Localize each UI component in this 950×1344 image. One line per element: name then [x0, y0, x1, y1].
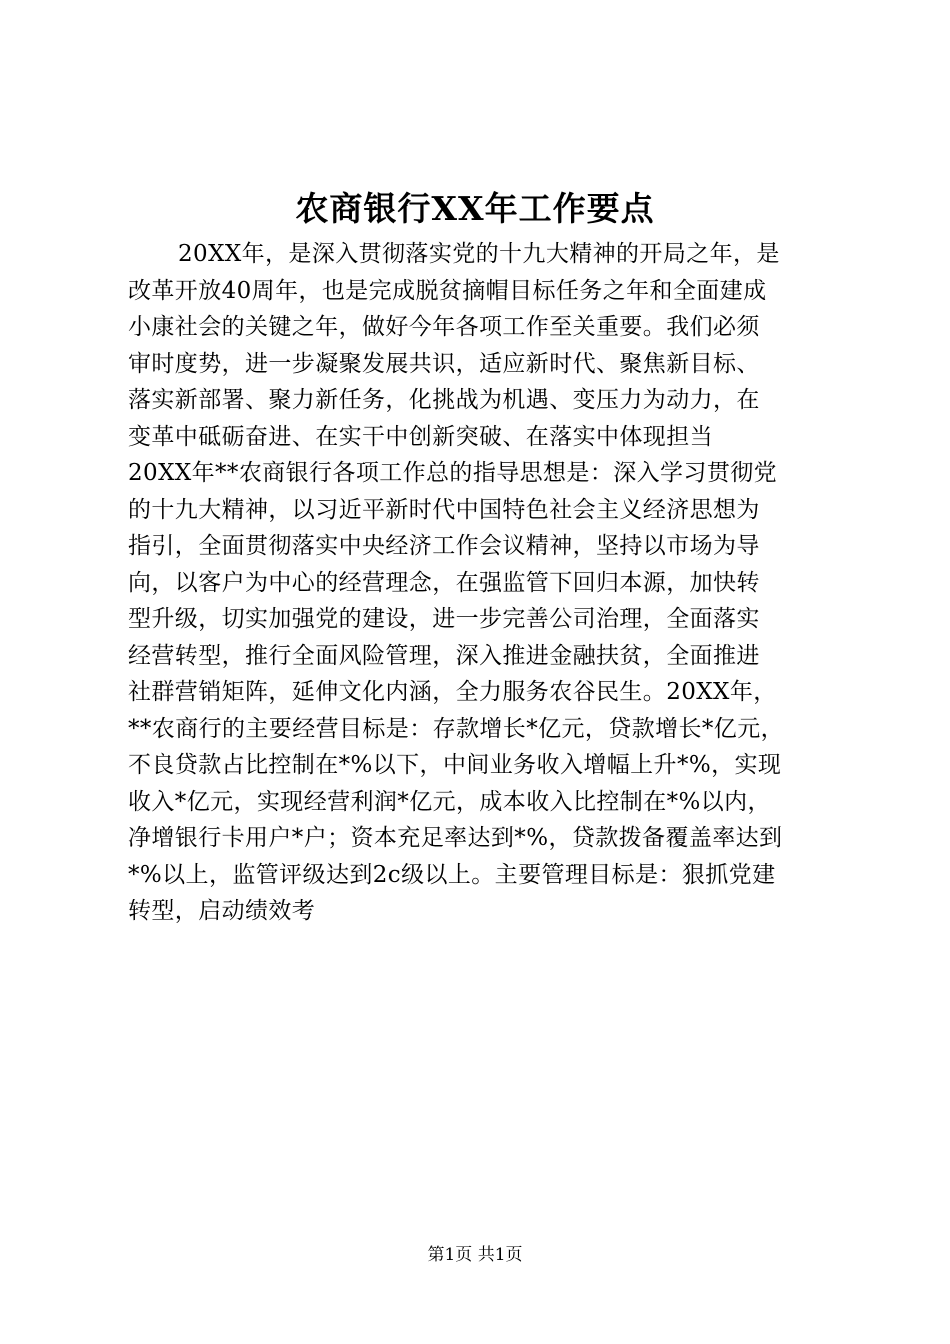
- body-line: 小康社会的关键之年，做好今年各项工作至关重要。我们必须: [128, 314, 760, 340]
- body-line: 经营转型，推行全面风险管理，深入推进金融扶贫，全面推进: [128, 642, 760, 669]
- body-line: 20XX年**农商银行各项工作总的指导思想是：深入学习贯彻党: [128, 460, 778, 486]
- body-line: 净增银行卡用户*户；资本充足率达到*%，贷款拨备覆盖率达到: [128, 825, 783, 851]
- body-line: 的十九大精神，以习近平新时代中国特色社会主义经济思想为: [128, 496, 760, 523]
- body-line: 变革中砥砺奋进、在实干中创新突破、在落实中体现担当: [128, 423, 713, 450]
- body-line: 20XX年，是深入贯彻落实党的十九大精神的开局之年，是: [178, 241, 780, 267]
- body-line: 落实新部署、聚力新任务，化挑战为机遇、变压力为动力，在: [128, 387, 760, 413]
- body-line: 型升级，切实加强党的建设，进一步完善公司治理，全面落实: [128, 606, 760, 632]
- body-line: 指引，全面贯彻落实中央经济工作会议精神，坚持以市场为导: [128, 533, 760, 559]
- body-line: 向，以客户为中心的经营理念，在强监管下回归本源，加快转: [128, 569, 760, 596]
- body-line: 不良贷款占比控制在*%以下，中间业务收入增幅上升*%，实现: [128, 752, 782, 778]
- body-line: **农商行的主要经营目标是：存款增长*亿元，贷款增长*亿元，: [128, 715, 784, 742]
- body-line: 审时度势，进一步凝聚发展共识，适应新时代、聚焦新目标、: [128, 350, 760, 377]
- body-line: 改革开放40周年，也是完成脱贫摘帽目标任务之年和全面建成: [128, 277, 767, 304]
- body-line: 收入*亿元，实现经营利润*亿元，成本收入比控制在*%以内，: [128, 788, 771, 815]
- body-line: *%以上，监管评级达到2c级以上。主要管理目标是：狠抓党建: [128, 861, 776, 888]
- page-number-footer: 第1页 共1页: [427, 1245, 523, 1265]
- document-body: [128, 236, 831, 930]
- body-line: 社群营销矩阵，延伸文化内涵，全力服务农谷民生。20XX年，: [128, 679, 777, 705]
- body-line: 转型，启动绩效考: [128, 898, 316, 924]
- document-title: 农商银行XX年工作要点: [295, 189, 655, 228]
